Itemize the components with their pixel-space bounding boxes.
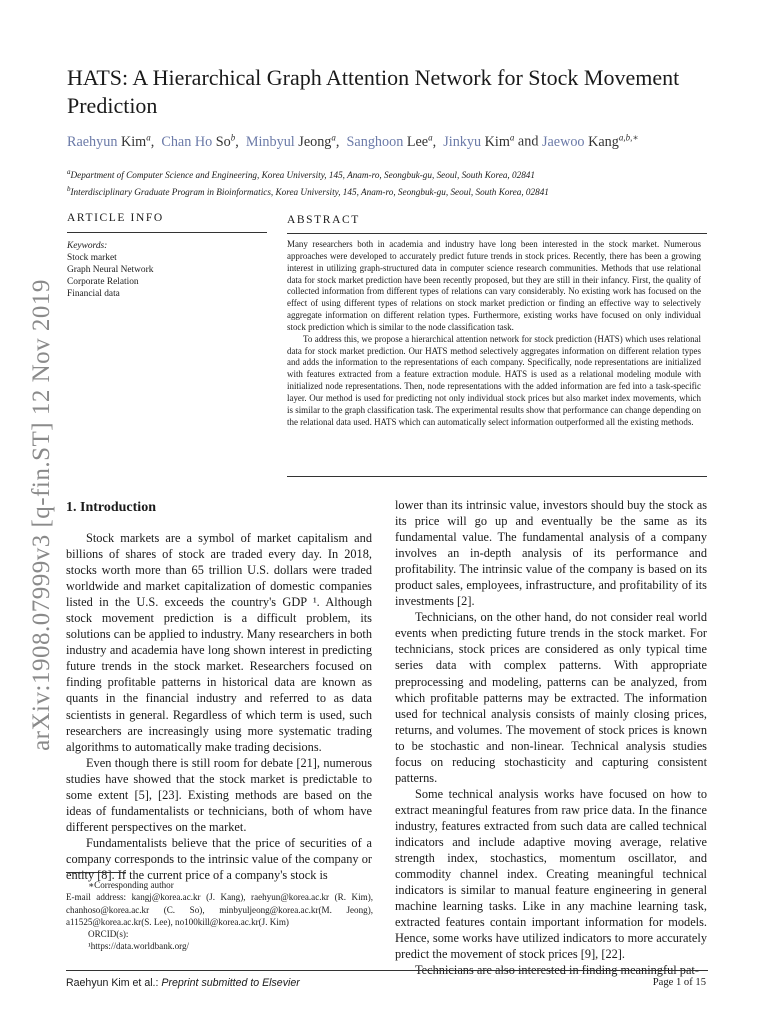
body-paragraph: Fundamentalists believe that the price of securities of a company corresponds to the intrinsic value of the company or entity [8]. If the current price of a company's stock is: [66, 835, 372, 882]
arxiv-id: arXiv:1908.07999v3 [q-fin.ST] 12 Nov 2019: [28, 279, 55, 751]
page-number: Page 1 of 15: [652, 977, 706, 988]
divider: [287, 476, 707, 477]
footnote-email: E-mail address: kangj@korea.ac.kr (J. Kang), raehyun@korea.ac.kr (R. Kim), chanhoso@korea.ac.kr (C. So), minbyuljeong@korea.ac.kr(M. Jeong), a11525@korea.ac.kr(S. Lee), no100kill@korea.ac.kr(J. Kim): [66, 892, 373, 927]
keyword: Graph Neural Network: [67, 265, 154, 275]
keyword: Stock market: [67, 253, 117, 263]
affiliation: $^b$Interdisciplinary Graduate Program in Bioinformatics, Korea University, 145, Anam-ro, Seongbuk-gu, Seoul, South Korea, 02841: [67, 185, 549, 198]
body-paragraph: Technicians, on the other hand, do not consider real world events when predicting future trends in the stock market. For technicians, stock prices are considered as only typical time series data with complex patterns. With appropriate preprocessing and modeling, patterns can be analyzed, from which profitable patterns may be extracted. The information used for technical analysis consists of mainly closing prices, returns, and volumes. The movement of stock prices is known to be stochastic and non-linear. Technical analysis studies focus on reducing stochasticity and capturing consistent patterns.: [395, 610, 707, 785]
divider: [67, 232, 267, 233]
section-heading-introduction: 1. Introduction: [66, 500, 156, 515]
keyword: Corporate Relation: [67, 277, 139, 287]
author: Minbyul Jeong$^a$,: [245, 132, 340, 150]
body-column-right: [395, 497, 707, 978]
footnote-divider: [66, 872, 126, 873]
footnote-gdp: ¹https://data.worldbank.org/: [88, 941, 190, 952]
affiliation: $^a$Department of Computer Science and Engineering, Korea University, 145, Anam-ro, Seongbuk-gu, Seoul, South Korea, 02841: [67, 168, 535, 181]
arxiv-stamp: [16, 270, 68, 760]
footer-divider: [66, 970, 708, 971]
body-paragraph: Some technical analysis works have focused on how to extract meaningful features from raw price data. In the finance industry, features extracted from such data are called technical indicators and include adaptive moving average, relative strength index, stochastics, momentum oscillator, and commodity channel index. Creating meaningful technical indicators is similar to manual feature engineering in general machine learning tasks. Like in any machine learning task, extracted features contain important information for models. Hence, some works have utilized indicators to more accurately predict the movement of stock prices [9], [22].: [395, 786, 707, 962]
footer-citation: Raehyun Kim et al.: Preprint submitted to Elsevier: [66, 977, 300, 989]
body-paragraph: Even though there is still room for debate [21], numerous studies have showed that the stock market is predictable to some extent [5], [23]. Existing methods are based on the ideas of fundamentalists or technicians, both of whom have different perspectives on the market.: [66, 755, 372, 834]
footnote-orcid: ORCID(s):: [88, 929, 129, 940]
abstract-paragraph: To address this, we propose a hierarchical attention network for stock prediction (HATS) which uses relational data for stock market prediction. Our HATS method selectively aggregates information on different relation types and adds the information to the representations of each company. Specifically, node representations are initialized with features extracted from a feature extraction module. HATS is used as a relational modeling module with initialized node representations. Then, node representations with the added information are fed into a task-specific layer. Our method is used for predicting not only individual stock prices but also market index movements, which is similar to the graph classification task. The experimental results show that performance can change depending on the relational data used. HATS which can automatically select information outperformed all the existing methods.: [287, 333, 701, 427]
author: Jinkyu Kim$^a$: [443, 132, 515, 150]
keyword: Financial data: [67, 289, 120, 299]
author-list: [67, 132, 717, 151]
body-column-left: [66, 500, 372, 883]
affiliations: [67, 165, 717, 199]
footnotes: [66, 872, 373, 953]
keywords-label: Keywords:: [67, 241, 108, 251]
abstract-body: [287, 239, 701, 429]
divider: [287, 233, 707, 234]
author: Raehyun Kim$^a$,: [67, 132, 155, 150]
author: Chan Ho So$^b$,: [161, 132, 239, 150]
authors-and: and: [517, 133, 539, 150]
body-paragraph: Stock markets are a symbol of market capitalism and billions of shares of stock are traded every day. In 2018, stocks worth more than 65 trillion U.S. dollars were traded worldwide and market capitalization of domestic companies listed in the U.S. exceeds the country's GDP ¹. Although stock movement prediction is a difficult problem, its solutions can be applied to industry. Many researchers in both industry and academia have long shown interest in predicting future trends in the stock market. Researchers focused on finding profitable patterns in historical data are known as quants in the financial industry and referred to as data scientists in general. Regardless of which term is used, such researchers are increasingly using more systematic trading algorithms to automatically make trading decisions.: [66, 531, 372, 754]
body-paragraph: Technicians are also interested in finding meaningful pat-: [415, 963, 699, 978]
paper-title: HATS: A Hierarchical Graph Attention Network for Stock Movement Prediction: [67, 65, 680, 118]
author: Sanghoon Lee$^a$,: [346, 132, 437, 150]
author: Jaewoo Kang$^{a,b,∗}$: [541, 132, 639, 150]
page-footer: [66, 977, 706, 989]
article-info-heading: ARTICLE INFO: [67, 212, 164, 224]
footnote-corresponding: ∗Corresponding author: [88, 880, 174, 890]
abstract-heading: ABSTRACT: [287, 214, 360, 226]
abstract-paragraph: Many researchers both in academia and industry have long been interested in the stock market. Numerous approaches were developed to accurately predict future trends in stock prices. Recently, there has been a growing interest in utilizing graph-structured data in computer science research communities. Methods that use relational data for stock market prediction have been recently proposed, but they are still in their infancy. First, the quality of collected information from different types of relations can vary considerably. No existing work has focused on the effect of using different types of relations on stock market prediction or finding an effective way to selectively aggregate information on different relation types. Furthermore, existing works have focused on only individual stock prediction which is similar to the node classification task.: [287, 239, 701, 332]
keywords-block: [67, 240, 267, 300]
body-paragraph: lower than its intrinsic value, investors should buy the stock as its price will go up and eventually be the same as its fundamental value. The fundamental analysis of a company involves an in-depth analysis of its performance and profitability. The intrinsic value of the company is based on its product sales, employees, infrastructure, and profitability of its investments [2].: [395, 498, 707, 609]
